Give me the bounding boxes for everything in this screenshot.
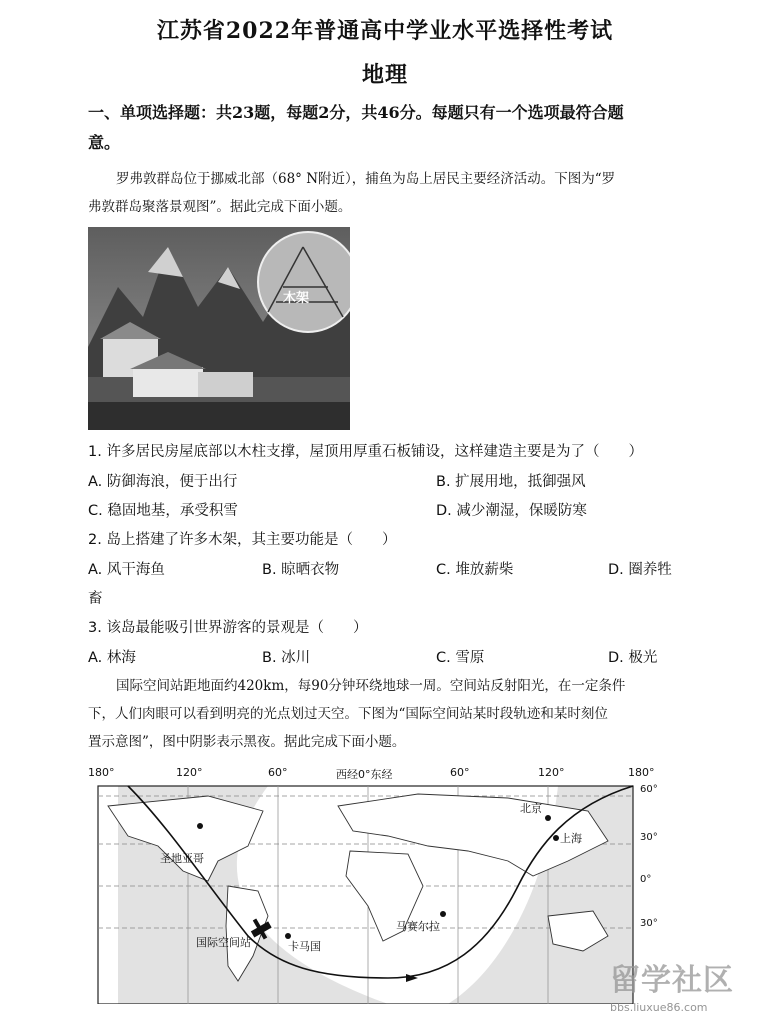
- section-heading-line2: 意。: [88, 133, 121, 152]
- section-heading-line1: 一、单项选择题：共23题，每题2分，共46分。每题只有一个选项最符合题: [88, 103, 624, 122]
- question-1-stem: 1. 许多居民房屋底部以木柱支撑，屋顶用厚重石板铺设，这样建造主要是为了（ ）: [88, 444, 643, 460]
- lat-label-0: 0°: [640, 874, 652, 885]
- q2-option-a: A. 风干海鱼: [88, 562, 165, 578]
- place-shanghai: 上海: [560, 832, 582, 845]
- passage-2-line1: 国际空间站距地面约420km，每90分钟环绕地球一周。空间站反射阳光，在一定条件: [116, 678, 626, 694]
- lat-label-60n: 60°: [640, 784, 658, 795]
- q3-option-b: B. 冰川: [262, 650, 311, 666]
- passage-1: [88, 165, 688, 221]
- q2-option-b: B. 晾晒衣物: [262, 562, 340, 578]
- q2-option-c: C. 堆放薪柴: [436, 562, 514, 578]
- q3-option-a: A. 林海: [88, 650, 136, 666]
- q2-option-d: D. 圈养牲: [608, 562, 672, 578]
- lat-label-30n: 30°: [640, 832, 658, 843]
- passage-2-line3: 置示意图”，图中阴影表示黑夜。据此完成下面小题。: [88, 734, 406, 750]
- lon-label-120e: 120°: [538, 766, 565, 779]
- iss-orbit-map: [88, 766, 670, 1004]
- q1-option-b: B. 扩展用地，抵御强风: [436, 474, 586, 490]
- watermark: [610, 955, 760, 1025]
- place-beijing: 北京: [520, 802, 542, 815]
- lon-label-60e: 60°: [450, 766, 470, 779]
- q3-option-d: D. 极光: [608, 650, 658, 666]
- watermark-url: bbs.liuxue86.com: [610, 1001, 708, 1014]
- q1-option-c: C. 稳固地基，承受积雪: [88, 503, 238, 519]
- subject-title: 地理: [361, 62, 408, 88]
- watermark-brand: 留学社区: [610, 963, 734, 998]
- place-santiago: 圣地亚哥: [160, 852, 204, 865]
- lon-label-prime: 西经0°东经: [336, 768, 393, 781]
- passage-1-line2: 弗敦群岛聚落景观图”。据此完成下面小题。: [88, 199, 352, 215]
- photo-label-wood-rack: 木架: [283, 291, 310, 306]
- passage-2: [88, 672, 688, 756]
- place-kama: 卡马国: [288, 940, 321, 953]
- question-3-stem: 3. 该岛最能吸引世界游客的景观是（ ）: [88, 620, 368, 636]
- passage-1-line1: 罗弗敦群岛位于挪威北部（68° N附近），捕鱼为岛上居民主要经济活动。下图为“罗: [116, 171, 616, 187]
- q2-option-d-wrap: 畜: [88, 591, 103, 607]
- lon-label-60w: 60°: [268, 766, 288, 779]
- iss-orbit-map-art: [88, 766, 670, 1004]
- place-masaierla: 马赛尔拉: [396, 920, 440, 933]
- place-iss: 国际空间站: [196, 936, 251, 949]
- question-2-stem: 2. 岛上搭建了许多木架，其主要功能是（ ）: [88, 532, 397, 548]
- lon-label-180e: 180°: [628, 766, 655, 779]
- settlement-photo-art: [88, 227, 350, 430]
- lon-label-180w: 180°: [88, 766, 115, 779]
- section-heading: [88, 98, 688, 158]
- exam-title: 江苏省2022年普通高中学业水平选择性考试: [156, 18, 614, 44]
- q1-option-a: A. 防御海浪，便于出行: [88, 474, 238, 490]
- q3-option-c: C. 雪原: [436, 650, 485, 666]
- settlement-photo: [88, 227, 350, 430]
- lon-label-120w: 120°: [176, 766, 203, 779]
- passage-2-line2: 下，人们肉眼可以看到明亮的光点划过天空。下图为“国际空间站某时段轨迹和某时刻位: [88, 706, 608, 722]
- lat-label-30s: 30°: [640, 918, 658, 929]
- q1-option-d: D. 减少潮湿，保暖防寒: [436, 503, 587, 519]
